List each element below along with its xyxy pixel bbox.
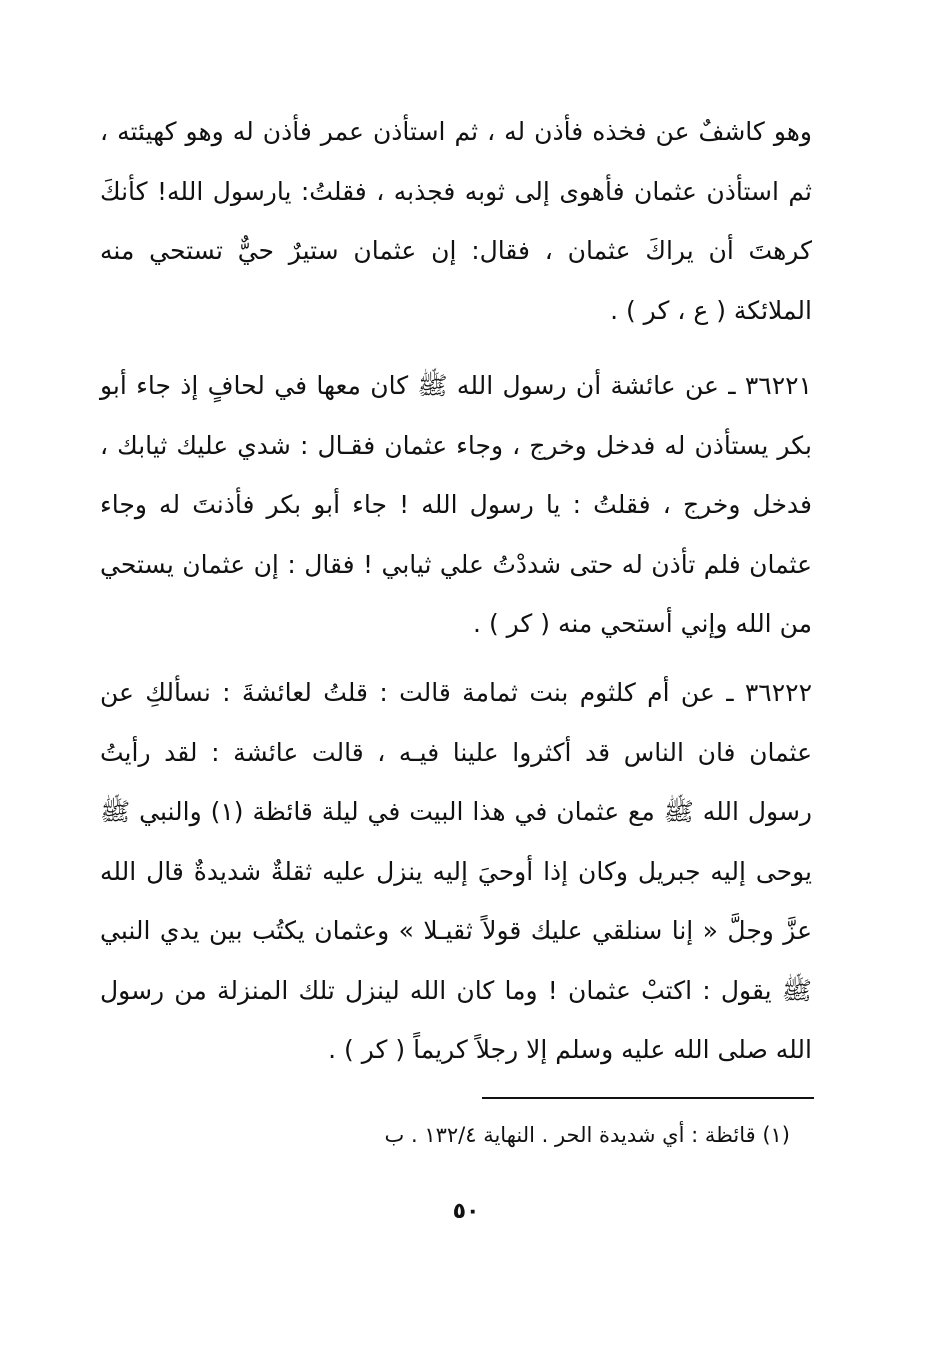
hadith-36222: ٣٦٢٢٢ ـ عن أم كلثوم بنت ثمامة قالت : قلتُ لعائشةَ : نسألكِ عن عثمان فان الناس قد أكثروا علينا فيـه ، قالت عائشة : لقد رأيتُ رسول الله ﷺ مع عثمان في هذا البيت في ليلة قائظة (١) والنبي ﷺ يوحى إليه جبريل وكان إذا أوحيَ إليه ينزل عليه ثقلةٌ شديدةٌ قال الله عزَّ وجلَّ « إنا سنلقي عليك قولاً ثقيـلا » وعثمان يكتُب بين يدي النبي ﷺ يقول : اكتبْ عثمان ! وما كان الله لينزل تلك المنزلة من رسول الله صلى الله عليه وسلم إلا رجلاً كريماً ( كر ) .	[100, 678, 812, 1064]
page-number: ٥٠	[452, 1199, 480, 1224]
footnote-divider	[482, 1097, 814, 1099]
footnote: (١) قائظة : أي شديدة الحر . النهاية ١٣٢/٤ . ب	[384, 1123, 790, 1147]
hadith-36221: ٣٦٢٢١ ـ عن عائشة أن رسول الله ﷺ كان معها في لحافٍ إذ جاء أبو بكر يستأذن له فدخل وخرج ، وجاء عثمان فقـال : شدي عليك ثيابك ، فدخل وخرج ، فقلتُ : يا رسول الله ! جاء أبو بكر فأذنتَ له وجاء عثمان فلم تأذن له حتى شددْتُ علي ثيابي ! فقال : إن عثمان يستحي من الله وإني أستحي منه ( كر ) .	[100, 371, 812, 638]
paragraph-continuation: وهو كاشفٌ عن فخذه فأذن له ، ثم استأذن عمر فأذن له وهو كهيئته ، ثم استأذن عثمان فأهوى إلى ثوبه فجذبه ، فقلتُ: يارسول الله! كأنكَ كرهتَ أن يراكَ عثمان ، فقال: إن عثمان ستيرٌ حيٌّ تستحي منه الملائكة ( ع ، كر ) .	[100, 117, 812, 325]
